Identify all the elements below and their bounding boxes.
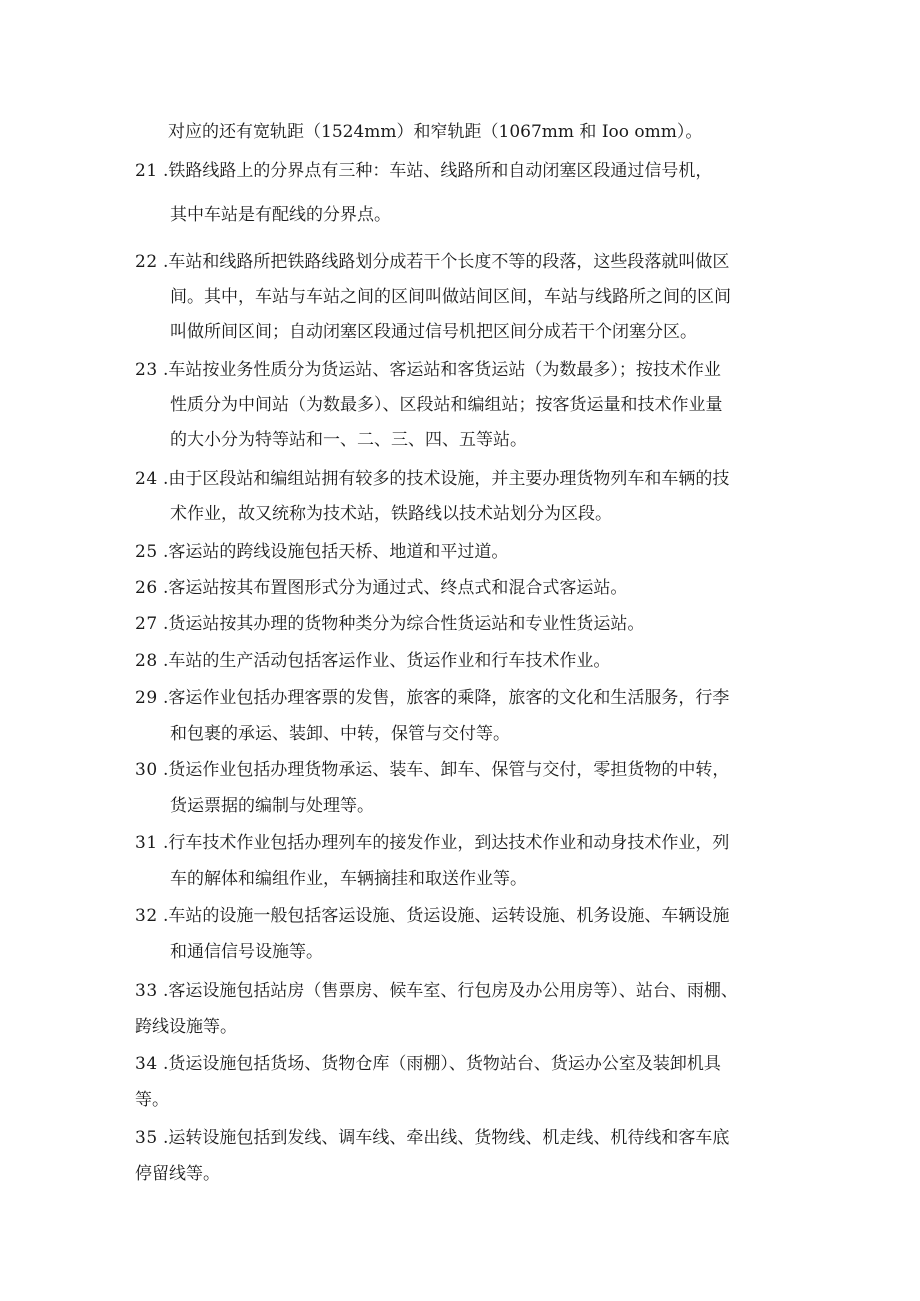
item-text-continuation: 停留线等。 bbox=[135, 1164, 220, 1184]
item-text-continuation: 术作业，故又统称为技术站，铁路线以技术站划分为区段。 bbox=[170, 504, 612, 524]
item-text: .客运作业包括办理客票的发售，旅客的乘降，旅客的文化和生活服务，行李 bbox=[163, 688, 730, 708]
item-text-continuation: 性质分为中间站（为数最多）、区段站和编组站；按客货运量和技术作业量 bbox=[170, 395, 723, 415]
item-text: .由于区段站和编组站拥有较多的技术设施，并主要办理货物列车和车辆的技 bbox=[163, 469, 730, 489]
intro-text: 对应的还有宽轨距（1524mm）和窄轨距（1067mm 和 Ioo omm）。 bbox=[168, 122, 703, 142]
item-text: .行车技术作业包括办理列车的接发作业，到达技术作业和动身技术作业，列 bbox=[163, 833, 730, 853]
item-number: 27 bbox=[135, 614, 158, 634]
item-text-continuation: 等。 bbox=[135, 1090, 169, 1110]
item-number: 28 bbox=[135, 651, 158, 671]
item-text: .货运作业包括办理货物承运、装车、卸车、保管与交付，零担货物的中转， bbox=[163, 760, 730, 780]
item-text: .车站的设施一般包括客运设施、货运设施、运转设施、机务设施、车辆设施 bbox=[163, 906, 730, 926]
item-number: 31 bbox=[135, 833, 158, 853]
item-number: 23 bbox=[135, 360, 158, 380]
item-text: .运转设施包括到发线、调车线、牵出线、货物线、机走线、机待线和客车底 bbox=[163, 1128, 730, 1148]
item-text-continuation: 间。其中，车站与车站之间的区间叫做站间区间，车站与线路所之间的区间 bbox=[170, 287, 731, 307]
item-number: 32 bbox=[135, 906, 158, 926]
item-number: 22 bbox=[135, 252, 158, 272]
item-number: 29 bbox=[135, 688, 158, 708]
item-text: .车站按业务性质分为货运站、客运站和客货运站（为数最多）；按技术作业 bbox=[163, 360, 721, 380]
item-number: 25 bbox=[135, 542, 158, 562]
item-text-continuation: 其中车站是有配线的分界点。 bbox=[170, 205, 391, 225]
item-text-continuation: 跨线设施等。 bbox=[135, 1017, 237, 1037]
item-text: .货运站按其办理的货物种类分为综合性货运站和专业性货运站。 bbox=[163, 614, 645, 634]
item-text: .客运设施包括站房（售票房、候车室、行包房及办公用房等）、站台、雨棚、 bbox=[163, 981, 738, 1001]
item-text-continuation: 车的解体和编组作业，车辆摘挂和取送作业等。 bbox=[170, 869, 527, 889]
item-text: .客运站按其布置图形式分为通过式、终点式和混合式客运站。 bbox=[163, 578, 628, 598]
item-text: .车站的生产活动包括客运作业、货运作业和行车技术作业。 bbox=[163, 651, 611, 671]
item-number: 34 bbox=[135, 1054, 158, 1074]
item-text: .客运站的跨线设施包括天桥、地道和平过道。 bbox=[163, 542, 509, 562]
item-number: 21 bbox=[135, 161, 158, 181]
item-number: 24 bbox=[135, 469, 158, 489]
item-text-continuation: 和通信信号设施等。 bbox=[170, 942, 323, 962]
item-number: 26 bbox=[135, 578, 158, 598]
item-text-continuation: 叫做所间区间；自动闭塞区段通过信号机把区间分成若干个闭塞分区。 bbox=[170, 322, 697, 342]
item-text-continuation: 和包裹的承运、装卸、中转，保管与交付等。 bbox=[170, 724, 510, 744]
item-number: 33 bbox=[135, 981, 158, 1001]
item-text-continuation: 货运票据的编制与处理等。 bbox=[170, 796, 374, 816]
item-number: 35 bbox=[135, 1128, 158, 1148]
item-text: .铁路线路上的分界点有三种：车站、线路所和自动闭塞区段通过信号机， bbox=[163, 161, 713, 181]
item-text: .车站和线路所把铁路线路划分成若干个长度不等的段落，这些段落就叫做区 bbox=[163, 252, 730, 272]
item-number: 30 bbox=[135, 760, 158, 780]
item-text: .货运设施包括货场、货物仓库（雨棚）、货物站台、货运办公室及装卸机具 bbox=[163, 1054, 721, 1074]
item-text-continuation: 的大小分为特等站和一、二、三、四、五等站。 bbox=[170, 430, 527, 450]
